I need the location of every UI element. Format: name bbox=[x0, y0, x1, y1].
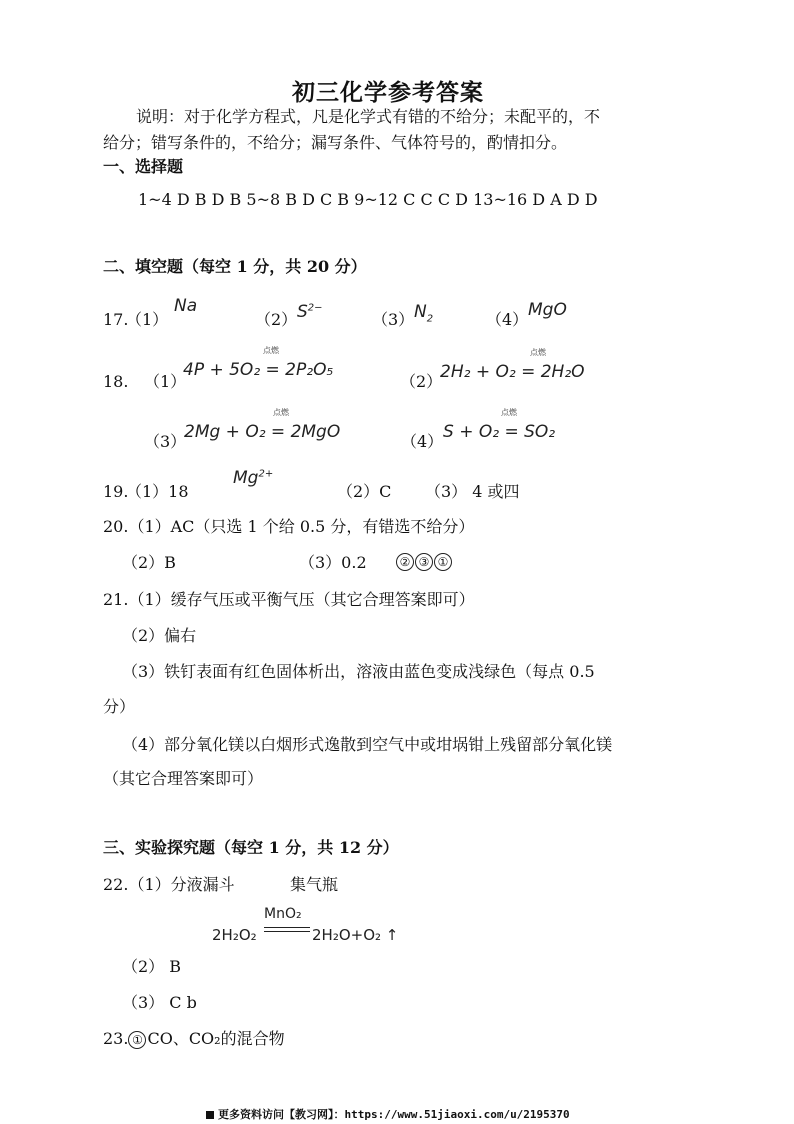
q22-equation-left: 2H₂O₂ bbox=[212, 926, 257, 944]
q22-line-2: （2） B bbox=[122, 957, 182, 976]
q20-answer-3: （3）0.2 bbox=[299, 553, 367, 572]
q23-mark: ① bbox=[128, 1031, 146, 1049]
q21-line-3a: （3）铁钉表面有红色固体析出，溶液由蓝色变成浅绿色（每点 0.5 bbox=[122, 662, 595, 681]
q21-line-4b: （其它合理答案即可） bbox=[103, 769, 264, 788]
section-3-title: 三、实验探究题（每空 1 分，共 12 分） bbox=[103, 838, 399, 857]
q17-answer-2 bbox=[297, 302, 323, 322]
q22-equation bbox=[212, 906, 422, 946]
q18-label-3: （3） bbox=[144, 432, 187, 451]
q22-equation-condition: MnO₂ bbox=[264, 906, 302, 922]
note-line-1: 说明：对于化学方程式，凡是化学式有错的不给分；未配平的，不 bbox=[136, 107, 601, 126]
q18-equation-4 bbox=[443, 408, 556, 442]
q18-number: 18. bbox=[103, 372, 129, 391]
q20-line-1: 20.（1）AC（只选 1 个给 0.5 分，有错选不给分） bbox=[103, 517, 475, 536]
q21-line-4a: （4）部分氧化镁以白烟形式逸散到空气中或坩埚钳上残留部分氧化镁 bbox=[122, 735, 613, 754]
q18-condition-2: 点燃 bbox=[530, 348, 546, 357]
q17-answer-3-sub: 2 bbox=[426, 313, 434, 325]
q22-line-3: （3） C b bbox=[122, 993, 197, 1012]
q18-equation-2 bbox=[440, 348, 585, 382]
q18-label-2: （2） bbox=[400, 372, 443, 391]
q17-answer-2-base: S bbox=[297, 302, 308, 322]
q22-line-1b: 集气瓶 bbox=[290, 875, 339, 894]
q23-text: CO、CO₂的混合物 bbox=[147, 1029, 285, 1048]
q20-order-item: ③ bbox=[415, 553, 433, 571]
q23-number: 23. bbox=[103, 1029, 129, 1048]
q19-number: 19. bbox=[103, 482, 129, 501]
section-2-title: 二、填空题（每空 1 分，共 20 分） bbox=[103, 257, 367, 276]
section-1-title: 一、选择题 bbox=[103, 157, 184, 176]
q17-answer-3 bbox=[414, 302, 433, 324]
page-title: 初三化学参考答案 bbox=[292, 79, 484, 106]
q21-line-3b: 分） bbox=[103, 697, 136, 716]
q17-answer-2-charge: 2− bbox=[307, 302, 323, 314]
q17-label-2: （2） bbox=[255, 310, 298, 329]
footer-text: 更多资料访问【教习网】：https://www.51jiaoxi.com/u/2195370 bbox=[218, 1108, 570, 1121]
q20-order bbox=[396, 551, 453, 571]
q18-label-1: （1） bbox=[144, 372, 187, 391]
q17-label-3: （3） bbox=[372, 310, 415, 329]
flag-icon bbox=[206, 1111, 214, 1119]
q21-line-2: （2）偏右 bbox=[122, 626, 197, 645]
q18-equation-4-text: S + O₂ = SO₂ bbox=[443, 422, 556, 442]
q22-equation-right: 2H₂O+O₂ ↑ bbox=[312, 926, 399, 944]
q17-label-1: （1） bbox=[126, 310, 169, 329]
q19-answer-1: （1）18 bbox=[126, 482, 189, 501]
q22-line-1a: 22.（1）分液漏斗 bbox=[103, 875, 235, 894]
choice-answers: 1~4 D B D B 5~8 B D C B 9~12 C C C D 13~16 D A D D bbox=[138, 190, 598, 209]
q17-label-4: （4） bbox=[486, 310, 529, 329]
q17-answer-3-base: N bbox=[414, 302, 427, 322]
q20-answer-2: （2）B bbox=[122, 553, 176, 572]
q19-ion bbox=[233, 468, 273, 488]
q20-order-item: ② bbox=[396, 553, 414, 571]
q20-order-item: ① bbox=[434, 553, 452, 571]
q18-equation-2-text: 2H₂ + O₂ = 2H₂O bbox=[440, 362, 585, 382]
footer-link[interactable] bbox=[206, 1106, 570, 1122]
q19-answer-3: （3） 4 或四 bbox=[425, 482, 520, 501]
q19-ion-base: Mg bbox=[233, 468, 259, 488]
q18-condition-1: 点燃 bbox=[263, 346, 279, 355]
note-line-2: 给分；错写条件的，不给分；漏写条件、气体符号的，酌情扣分。 bbox=[103, 133, 568, 152]
q18-equation-3-text: 2Mg + O₂ = 2MgO bbox=[184, 422, 341, 442]
q18-equation-1 bbox=[183, 346, 334, 380]
q18-condition-4: 点燃 bbox=[501, 408, 517, 417]
q18-equation-3 bbox=[184, 408, 341, 442]
q18-label-4: （4） bbox=[401, 432, 444, 451]
q23-line bbox=[103, 1029, 285, 1049]
q22-equation-double-bar bbox=[264, 927, 310, 932]
q17-number: 17. bbox=[103, 310, 129, 329]
q21-line-1: 21.（1）缓存气压或平衡气压（其它合理答案即可） bbox=[103, 590, 475, 609]
q19-ion-charge: 2+ bbox=[258, 468, 274, 480]
q17-answer-1: Na bbox=[174, 296, 198, 316]
q17-answer-4: MgO bbox=[528, 300, 567, 320]
q18-condition-3: 点燃 bbox=[273, 408, 289, 417]
q19-answer-2: （2）C bbox=[337, 482, 392, 501]
q18-equation-1-text: 4P + 5O₂ = 2P₂O₅ bbox=[183, 360, 334, 380]
